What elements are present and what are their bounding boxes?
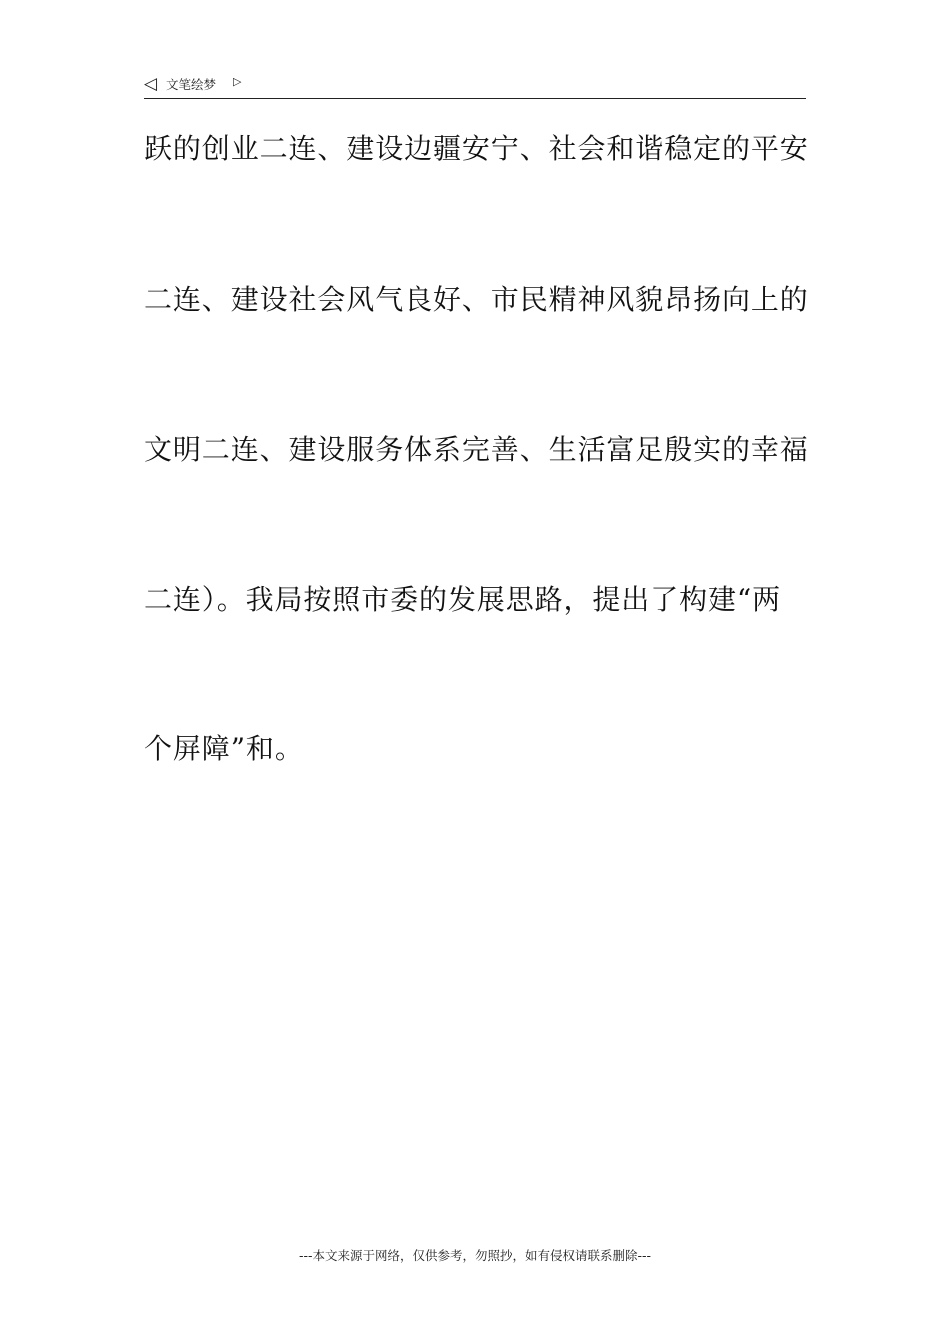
- body-line: 二连）。我局按照市委的发展思路，提出了构建“两: [144, 583, 782, 616]
- page-header: [144, 72, 806, 99]
- header-title: 文笔绘梦: [166, 77, 217, 92]
- triangle-right-icon: ▷: [233, 75, 242, 88]
- triangle-left-icon: ◁: [144, 74, 158, 94]
- body-line: 二连、建设社会风气良好、市民精神风貌昂扬向上的: [144, 283, 809, 316]
- body-line: 个屏障”和。: [144, 732, 304, 765]
- body-line: 文明二连、建设服务体系完善、生活富足殷实的幸福: [144, 433, 809, 466]
- footer-disclaimer: ---本文来源于网络，仅供参考，勿照抄，如有侵权请联系删除---: [298, 1248, 652, 1263]
- body-line: 跃的创业二连、建设边疆安宁、社会和谐稳定的平安: [144, 132, 809, 165]
